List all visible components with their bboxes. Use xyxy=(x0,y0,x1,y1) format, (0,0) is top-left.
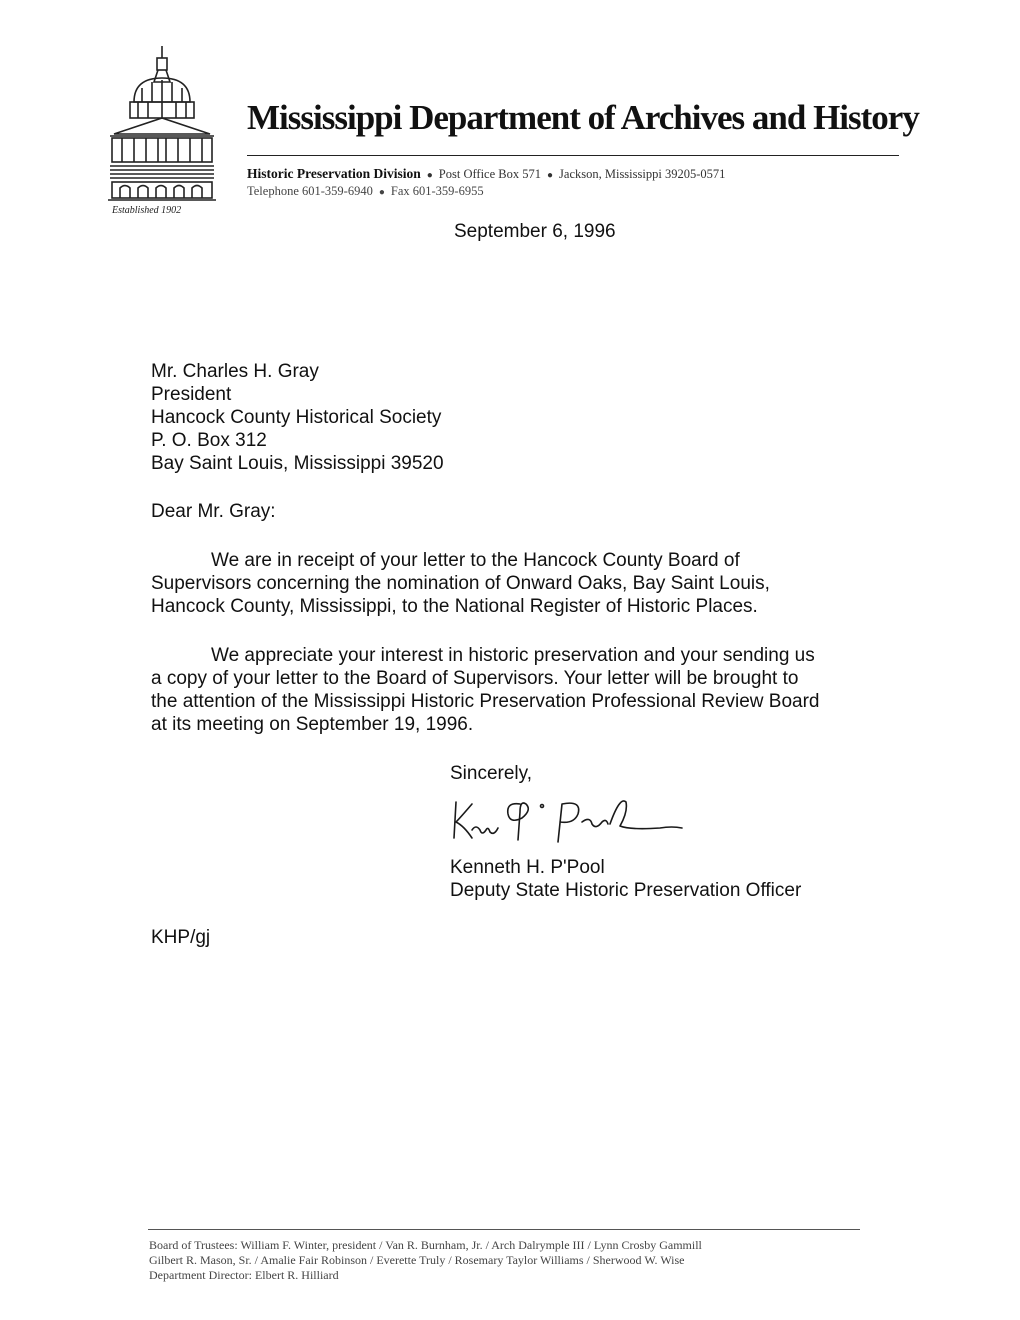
established-text: Established 1902 xyxy=(112,205,182,216)
salutation: Dear Mr. Gray: xyxy=(151,501,276,522)
city-line: Jackson, Mississippi 39205-0571 xyxy=(559,167,726,181)
paragraph-line: Hancock County, Mississippi, to the National Register of Historic Places. xyxy=(151,596,758,617)
recipient-title: President xyxy=(151,384,232,405)
organization-name: Mississippi Department of Archives and History xyxy=(247,98,919,137)
recipient-organization: Hancock County Historical Society xyxy=(151,407,442,428)
paragraph-1 xyxy=(151,549,881,618)
recipient-address-line1: P. O. Box 312 xyxy=(151,430,267,451)
footer-line: Gilbert R. Mason, Sr. / Amalie Fair Robinson / Everette Truly / Rosemary Taylor Williams / Sherwood W. Wise xyxy=(149,1253,685,1267)
signer-title: Deputy State Historic Preservation Officer xyxy=(450,880,802,901)
paragraph-2 xyxy=(151,644,881,736)
fax: Fax 601-359-6955 xyxy=(390,184,484,198)
paragraph-line: Supervisors concerning the nomination of Onward Oaks, Bay Saint Louis, xyxy=(151,573,770,594)
bullet-separator: ● xyxy=(378,187,385,198)
paragraph-line: the attention of the Mississippi Historic Preservation Professional Review Board xyxy=(151,691,820,712)
footer-line: Department Director: Elbert R. Hilliard xyxy=(149,1268,339,1282)
paragraph-line: a copy of your letter to the Board of Supervisors. Your letter will be brought to xyxy=(151,668,799,689)
capitol-building-icon xyxy=(108,42,216,218)
division-name: Historic Preservation Division xyxy=(247,166,421,181)
po-box: Post Office Box 571 xyxy=(438,167,541,181)
letter-date: September 6, 1996 xyxy=(454,221,616,242)
paragraph-line: We are in receipt of your letter to the Hancock County Board of xyxy=(211,550,740,571)
header-contact-line xyxy=(247,184,484,199)
typist-initials: KHP/gj xyxy=(151,927,211,948)
footer-line: Board of Trustees: William F. Winter, president / Van R. Burnham, Jr. / Arch Dalrymple III / Lynn Crosby Gammill xyxy=(149,1238,702,1252)
header-divider xyxy=(247,155,899,156)
telephone: Telephone 601-359-6940 xyxy=(247,184,373,198)
footer-trustees xyxy=(149,1238,702,1283)
bullet-separator: ● xyxy=(426,170,433,181)
bullet-separator: ● xyxy=(546,170,554,181)
recipient-address xyxy=(151,360,444,475)
signer-block xyxy=(450,856,801,902)
footer-divider xyxy=(148,1229,860,1230)
header-address-line xyxy=(247,166,725,182)
paragraph-line: We appreciate your interest in historic preservation and your sending us xyxy=(211,645,815,666)
recipient-address-line2: Bay Saint Louis, Mississippi 39520 xyxy=(151,453,444,474)
closing: Sincerely, xyxy=(450,763,533,784)
handwritten-signature xyxy=(450,792,690,848)
recipient-name: Mr. Charles H. Gray xyxy=(151,361,319,382)
paragraph-line: at its meeting on September 19, 1996. xyxy=(151,714,474,735)
signer-name: Kenneth H. P'Pool xyxy=(450,857,605,878)
